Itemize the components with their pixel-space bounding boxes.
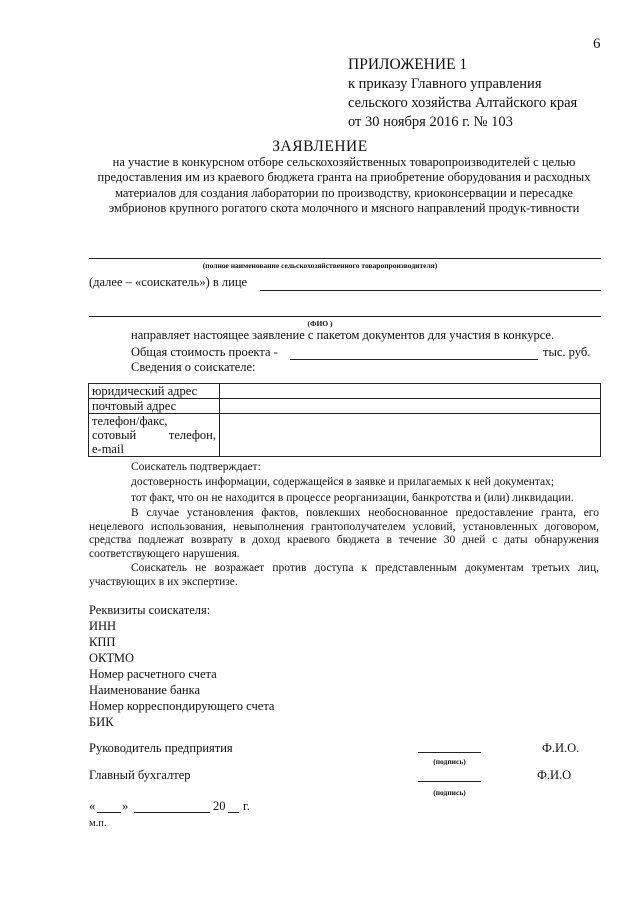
accountant-signature-line[interactable] xyxy=(418,781,481,782)
requisite-account: Номер расчетного счета xyxy=(89,667,217,681)
accountant-label: Главный бухгалтер xyxy=(89,768,191,782)
accountant-fio: Ф.И.О xyxy=(537,768,572,782)
refund-paragraph: В случае установления фактов, повлекших необоснованное предоставление гранта, его нецелевого использования, невыполнения грантополучателем условий, установленных договором, средства подлежат возврату в доход краевого бюджета в течение 30 дней с даты обнаружения соответствующего нарушения. xyxy=(89,507,599,560)
confirm-item: тот факт, что он не находится в процессе реорганизации, банкротства и (или) ликвидации. xyxy=(131,492,574,504)
document-subtitle: на участие в конкурсном отборе сельскохозяйственных товаропроизводителей с целью предоставления им из краевого бюджета гранта на приобретение оборудования и расходных материалов для создания лаборатории по производству, криоконсервации и пересадке эмбрионов крупного рогатого скота молочного и мясного направлений продук-тивности xyxy=(97,155,591,215)
page-number: 6 xyxy=(593,36,601,52)
sends-statement: направляет настоящее заявление с пакетом документов для участия в конкурсе. xyxy=(131,328,555,342)
contacts-label-line: сотовый телефон, xyxy=(92,428,216,442)
confirm-item: достоверность информации, содержащейся в заявке и прилагаемых к ней документах; xyxy=(131,476,555,488)
table-row xyxy=(89,414,601,457)
requisite-corr-account: Номер корреспондирующего счета xyxy=(89,699,275,713)
table-row xyxy=(89,384,601,399)
date-year-prefix: 20 xyxy=(213,799,226,813)
appendix-block xyxy=(348,55,577,132)
cost-field[interactable] xyxy=(290,359,538,360)
appendix-line: от 30 ноября 2016 г. № 103 xyxy=(348,114,513,130)
contacts-label xyxy=(89,414,220,457)
date-month-field[interactable] xyxy=(134,812,210,813)
date-year-field[interactable] xyxy=(228,812,239,813)
contacts-value[interactable] xyxy=(220,414,601,457)
fio-line[interactable] xyxy=(89,316,601,317)
requisites-title: Реквизиты соискателя: xyxy=(89,603,211,617)
director-signature-caption: (подпись) xyxy=(433,757,466,766)
access-paragraph: Соискатель не возражает против доступа к представленным документам третьих лиц, участвующих в их экспертизе. xyxy=(89,562,599,588)
director-fio: Ф.И.О. xyxy=(542,741,580,755)
producer-name-caption: (полное наименование сельскохозяйственного товаропроизводителя) xyxy=(202,261,438,270)
representative-line[interactable] xyxy=(260,290,601,291)
requisite-oktmo: ОКТМО xyxy=(89,651,134,665)
applicant-info-table xyxy=(88,383,601,457)
accountant-signature-caption: (подпись) xyxy=(433,788,466,797)
table-row xyxy=(89,399,601,414)
postal-address-value[interactable] xyxy=(220,399,601,414)
appendix-line: сельского хозяйства Алтайского края xyxy=(348,95,578,111)
cost-unit: тыс. руб. xyxy=(543,345,591,359)
requisite-bik: БИК xyxy=(89,715,114,729)
cost-label: Общая стоимость проекта - xyxy=(131,345,278,359)
requisite-kpp: КПП xyxy=(89,635,116,649)
contacts-label-line: e-mail xyxy=(92,442,124,456)
stamp-place: м.п. xyxy=(89,818,107,829)
date-year-suffix: г. xyxy=(243,799,250,813)
info-label: Сведения о соискателе: xyxy=(131,360,256,374)
appendix-line: к приказу Главного управления xyxy=(348,76,542,92)
legal-address-label: юридический адрес xyxy=(89,384,220,399)
date-day-field[interactable] xyxy=(97,812,121,813)
director-label: Руководитель предприятия xyxy=(89,741,233,755)
date-open-quote: « xyxy=(89,799,96,813)
date-close-quote: » xyxy=(122,799,129,813)
producer-name-line[interactable] xyxy=(89,258,601,259)
director-signature-line[interactable] xyxy=(418,752,481,753)
appendix-title: ПРИЛОЖЕНИЕ 1 xyxy=(348,56,468,73)
confirm-intro: Соискатель подтверждает: xyxy=(131,461,261,473)
fio-caption: (ФИО ) xyxy=(307,319,333,328)
postal-address-label: почтовый адрес xyxy=(89,399,220,414)
legal-address-value[interactable] xyxy=(220,384,601,399)
requisite-bank: Наименование банка xyxy=(89,683,201,697)
applicant-label: (далее – «соискатель») в лице xyxy=(89,275,248,289)
requisite-inn: ИНН xyxy=(89,619,117,633)
document-title: ЗАЯВЛЕНИЕ xyxy=(272,138,368,155)
contacts-label-line: телефон/факс, xyxy=(92,414,168,428)
